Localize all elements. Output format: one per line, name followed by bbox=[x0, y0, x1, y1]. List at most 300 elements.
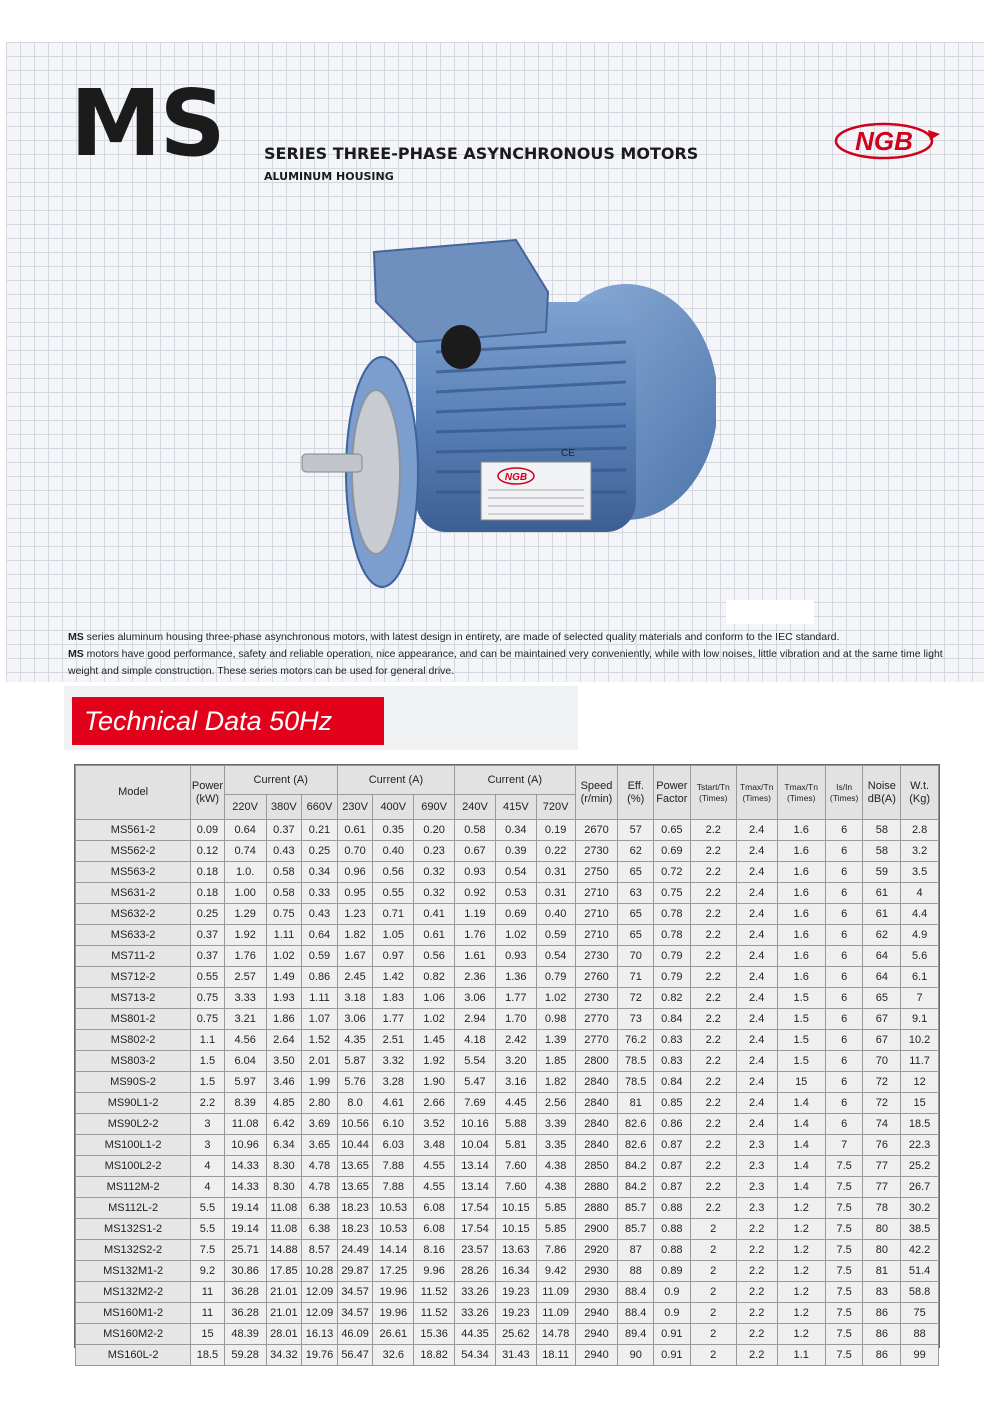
table-cell: 0.96 bbox=[337, 862, 373, 883]
table-cell: 1.76 bbox=[455, 925, 496, 946]
table-cell: 2 bbox=[690, 1219, 736, 1240]
model-cell: MS802-2 bbox=[76, 1030, 191, 1051]
table-cell: 32.6 bbox=[373, 1345, 414, 1366]
table-cell: 6.10 bbox=[373, 1114, 414, 1135]
table-cell: 7.5 bbox=[825, 1282, 863, 1303]
table-cell: 2.3 bbox=[736, 1156, 777, 1177]
table-cell: 10.04 bbox=[455, 1135, 496, 1156]
table-cell: 0.75 bbox=[191, 1009, 225, 1030]
table-cell: 24.49 bbox=[337, 1240, 373, 1261]
table-cell: 2940 bbox=[575, 1324, 618, 1345]
table-cell: 0.75 bbox=[654, 883, 691, 904]
table-cell: 4.55 bbox=[414, 1177, 455, 1198]
table-cell: 0.25 bbox=[191, 904, 225, 925]
header-power-factor: Power Factor bbox=[654, 766, 691, 820]
blank-patch bbox=[726, 600, 814, 624]
table-row bbox=[76, 820, 939, 841]
table-cell: 72 bbox=[618, 988, 654, 1009]
header-voltage: 660V bbox=[302, 795, 338, 820]
table-cell: 2.4 bbox=[736, 1051, 777, 1072]
table-cell: 2.4 bbox=[736, 967, 777, 988]
table-cell: 34.57 bbox=[337, 1282, 373, 1303]
table-cell: 0.88 bbox=[654, 1219, 691, 1240]
model-cell: MS712-2 bbox=[76, 967, 191, 988]
description-para-2 bbox=[68, 646, 948, 680]
table-cell: 0.58 bbox=[266, 862, 302, 883]
table-row bbox=[76, 904, 939, 925]
model-cell: MS90S-2 bbox=[76, 1072, 191, 1093]
desc-lead-1: MS bbox=[68, 631, 84, 643]
ngb-logo-icon bbox=[832, 120, 942, 162]
table-cell: 0.35 bbox=[373, 820, 414, 841]
table-cell: 22.3 bbox=[901, 1135, 939, 1156]
table-cell: 1.90 bbox=[414, 1072, 455, 1093]
table-cell: 2.4 bbox=[736, 988, 777, 1009]
table-cell: 10.16 bbox=[455, 1114, 496, 1135]
description-para-1 bbox=[68, 629, 948, 646]
table-row bbox=[76, 1303, 939, 1324]
table-cell: 58.8 bbox=[901, 1282, 939, 1303]
table-cell: 0.37 bbox=[191, 946, 225, 967]
table-cell: 2.80 bbox=[302, 1093, 338, 1114]
table-cell: 3.06 bbox=[337, 1009, 373, 1030]
table-cell: 2.2 bbox=[736, 1240, 777, 1261]
table-cell: 1.6 bbox=[777, 946, 825, 967]
table-cell: 30.2 bbox=[901, 1198, 939, 1219]
table-cell: 3.48 bbox=[414, 1135, 455, 1156]
ce-mark: CE bbox=[561, 448, 575, 459]
table-cell: 5.76 bbox=[337, 1072, 373, 1093]
header-tmax-1: Tmax/Tn (Times) bbox=[736, 766, 777, 820]
table-cell: 2.51 bbox=[373, 1030, 414, 1051]
table-cell: 58 bbox=[863, 841, 901, 862]
table-cell: 1.6 bbox=[777, 841, 825, 862]
table-cell: 11 bbox=[191, 1303, 225, 1324]
table-cell: 33.26 bbox=[455, 1303, 496, 1324]
table-cell: 30.86 bbox=[224, 1261, 266, 1282]
header-is-in: Is/In (Times) bbox=[825, 766, 863, 820]
table-cell: 10.2 bbox=[901, 1030, 939, 1051]
table-cell: 58 bbox=[863, 820, 901, 841]
description bbox=[68, 629, 948, 680]
table-row bbox=[76, 1072, 939, 1093]
table-cell: 65 bbox=[618, 904, 654, 925]
nameplate-logo: NGB bbox=[504, 472, 528, 483]
table-cell: 5.6 bbox=[901, 946, 939, 967]
model-cell: MS100L2-2 bbox=[76, 1156, 191, 1177]
table-cell: 0.40 bbox=[536, 904, 575, 925]
table-cell: 2940 bbox=[575, 1345, 618, 1366]
table-cell: 7.5 bbox=[825, 1261, 863, 1282]
table-cell: 62 bbox=[618, 841, 654, 862]
header-voltage: 415V bbox=[495, 795, 536, 820]
table-cell: 85.7 bbox=[618, 1198, 654, 1219]
table-row bbox=[76, 883, 939, 904]
table-cell: 1.05 bbox=[373, 925, 414, 946]
table-cell: 88.4 bbox=[618, 1303, 654, 1324]
table-row bbox=[76, 1240, 939, 1261]
table-row bbox=[76, 1282, 939, 1303]
table-cell: 1.36 bbox=[495, 967, 536, 988]
table-cell: 6 bbox=[825, 1051, 863, 1072]
table-cell: 1.2 bbox=[777, 1219, 825, 1240]
table-cell: 1.45 bbox=[414, 1030, 455, 1051]
table-cell: 6 bbox=[825, 841, 863, 862]
table-cell: 2.2 bbox=[690, 967, 736, 988]
table-cell: 0.92 bbox=[455, 883, 496, 904]
table-cell: 1.5 bbox=[777, 1051, 825, 1072]
header-voltage: 240V bbox=[455, 795, 496, 820]
table-cell: 2.4 bbox=[736, 862, 777, 883]
table-row bbox=[76, 967, 939, 988]
model-cell: MS160L-2 bbox=[76, 1345, 191, 1366]
table-cell: 15.36 bbox=[414, 1324, 455, 1345]
table-cell: 11.08 bbox=[266, 1198, 302, 1219]
table-cell: 4 bbox=[191, 1156, 225, 1177]
table-cell: 2850 bbox=[575, 1156, 618, 1177]
table-cell: 2900 bbox=[575, 1219, 618, 1240]
table-cell: 2.4 bbox=[736, 1072, 777, 1093]
model-cell: MS561-2 bbox=[76, 820, 191, 841]
table-cell: 7.5 bbox=[825, 1156, 863, 1177]
table-cell: 2930 bbox=[575, 1261, 618, 1282]
table-row bbox=[76, 1051, 939, 1072]
table-cell: 2.01 bbox=[302, 1051, 338, 1072]
header-eff: Eff. (%) bbox=[618, 766, 654, 820]
model-cell: MS801-2 bbox=[76, 1009, 191, 1030]
motor-photo bbox=[296, 232, 716, 602]
table-cell: 0.20 bbox=[414, 820, 455, 841]
table-cell: 1.2 bbox=[777, 1198, 825, 1219]
table-cell: 0.41 bbox=[414, 904, 455, 925]
table-cell: 6.08 bbox=[414, 1198, 455, 1219]
table-cell: 25.71 bbox=[224, 1240, 266, 1261]
table-cell: 1.29 bbox=[224, 904, 266, 925]
table-cell: 1.92 bbox=[414, 1051, 455, 1072]
table-cell: 72 bbox=[863, 1072, 901, 1093]
table-cell: 99 bbox=[901, 1345, 939, 1366]
table-cell: 6.38 bbox=[302, 1219, 338, 1240]
table-cell: 2.3 bbox=[736, 1177, 777, 1198]
table-cell: 2.2 bbox=[690, 1093, 736, 1114]
table-cell: 2.4 bbox=[736, 1114, 777, 1135]
table-cell: 25.62 bbox=[495, 1324, 536, 1345]
table-cell: 6 bbox=[825, 1072, 863, 1093]
table-cell: 1.1 bbox=[777, 1345, 825, 1366]
table-cell: 7 bbox=[901, 988, 939, 1009]
table-cell: 2.4 bbox=[736, 841, 777, 862]
table-cell: 2730 bbox=[575, 988, 618, 1009]
table-cell: 1.61 bbox=[455, 946, 496, 967]
model-cell: MS90L1-2 bbox=[76, 1093, 191, 1114]
table-cell: 0.72 bbox=[654, 862, 691, 883]
table-cell: 14.88 bbox=[266, 1240, 302, 1261]
table-cell: 7.69 bbox=[455, 1093, 496, 1114]
table-cell: 3.18 bbox=[337, 988, 373, 1009]
table-cell: 0.61 bbox=[337, 820, 373, 841]
table-cell: 1.82 bbox=[536, 1072, 575, 1093]
desc-text-1: series aluminum housing three-phase asynchronous motors, with latest design in entirety, are made of selected quality materials and conform to the IEC standard. bbox=[83, 631, 840, 643]
table-cell: 0.78 bbox=[654, 925, 691, 946]
table-cell: 2.2 bbox=[690, 904, 736, 925]
table-cell: 90 bbox=[618, 1345, 654, 1366]
table-cell: 0.59 bbox=[536, 925, 575, 946]
table-cell: 2730 bbox=[575, 946, 618, 967]
table-cell: 26.61 bbox=[373, 1324, 414, 1345]
table-cell: 2760 bbox=[575, 967, 618, 988]
table-cell: 72 bbox=[863, 1093, 901, 1114]
table-cell: 12 bbox=[901, 1072, 939, 1093]
table-cell: 0.32 bbox=[414, 862, 455, 883]
table-cell: 2.2 bbox=[690, 1198, 736, 1219]
table-cell: 4.45 bbox=[495, 1093, 536, 1114]
header-noise: Noise dB(A) bbox=[863, 766, 901, 820]
table-cell: 2.2 bbox=[736, 1261, 777, 1282]
table-cell: 3.52 bbox=[414, 1114, 455, 1135]
table-cell: 19.14 bbox=[224, 1198, 266, 1219]
table-cell: 19.96 bbox=[373, 1282, 414, 1303]
table-cell: 1.4 bbox=[777, 1156, 825, 1177]
table-cell: 2.2 bbox=[736, 1345, 777, 1366]
table-cell: 0.79 bbox=[536, 967, 575, 988]
table-cell: 0.21 bbox=[302, 820, 338, 841]
table-cell: 0.33 bbox=[302, 883, 338, 904]
table-cell: 11.08 bbox=[266, 1219, 302, 1240]
table-cell: 54.34 bbox=[455, 1345, 496, 1366]
table-cell: 2840 bbox=[575, 1072, 618, 1093]
table-cell: 10.53 bbox=[373, 1198, 414, 1219]
header-speed: Speed (r/min) bbox=[575, 766, 618, 820]
table-cell: 75 bbox=[901, 1303, 939, 1324]
table-cell: 1.5 bbox=[777, 988, 825, 1009]
table-cell: 21.01 bbox=[266, 1282, 302, 1303]
table-cell: 88 bbox=[901, 1324, 939, 1345]
table-cell: 85.7 bbox=[618, 1219, 654, 1240]
table-row bbox=[76, 1093, 939, 1114]
table-cell: 81 bbox=[863, 1261, 901, 1282]
table-cell: 0.55 bbox=[191, 967, 225, 988]
table-cell: 2880 bbox=[575, 1177, 618, 1198]
table-cell: 6 bbox=[825, 925, 863, 946]
table-cell: 13.65 bbox=[337, 1177, 373, 1198]
table-cell: 2.57 bbox=[224, 967, 266, 988]
table-cell: 86 bbox=[863, 1303, 901, 1324]
table-cell: 1.42 bbox=[373, 967, 414, 988]
table-cell: 2.4 bbox=[736, 925, 777, 946]
table-cell: 70 bbox=[618, 946, 654, 967]
table-cell: 2 bbox=[690, 1303, 736, 1324]
table-row bbox=[76, 1345, 939, 1366]
table-cell: 29.87 bbox=[337, 1261, 373, 1282]
table-cell: 7 bbox=[825, 1135, 863, 1156]
table-cell: 2.64 bbox=[266, 1030, 302, 1051]
table-cell: 1.2 bbox=[777, 1240, 825, 1261]
table-cell: 0.95 bbox=[337, 883, 373, 904]
table-cell: 2 bbox=[690, 1345, 736, 1366]
table-cell: 88 bbox=[618, 1261, 654, 1282]
table-cell: 11.09 bbox=[536, 1303, 575, 1324]
table-cell: 6 bbox=[825, 967, 863, 988]
table-cell: 78.5 bbox=[618, 1072, 654, 1093]
model-cell: MS633-2 bbox=[76, 925, 191, 946]
table-cell: 33.26 bbox=[455, 1282, 496, 1303]
table-cell: 73 bbox=[618, 1009, 654, 1030]
table-cell: 1.86 bbox=[266, 1009, 302, 1030]
table-cell: 17.25 bbox=[373, 1261, 414, 1282]
table-cell: 65 bbox=[618, 925, 654, 946]
table-cell: 14.14 bbox=[373, 1240, 414, 1261]
table-cell: 3.39 bbox=[536, 1114, 575, 1135]
table-cell: 2.3 bbox=[736, 1198, 777, 1219]
table-cell: 0.67 bbox=[455, 841, 496, 862]
table-cell: 2.2 bbox=[736, 1282, 777, 1303]
table-cell: 1.19 bbox=[455, 904, 496, 925]
table-cell: 6.1 bbox=[901, 967, 939, 988]
table-cell: 2.2 bbox=[736, 1219, 777, 1240]
table-cell: 2.2 bbox=[690, 988, 736, 1009]
table-cell: 2.8 bbox=[901, 820, 939, 841]
table-cell: 4.55 bbox=[414, 1156, 455, 1177]
table-cell: 5.54 bbox=[455, 1051, 496, 1072]
table-cell: 59.28 bbox=[224, 1345, 266, 1366]
table-cell: 1.6 bbox=[777, 967, 825, 988]
table-cell: 2730 bbox=[575, 841, 618, 862]
table-cell: 10.44 bbox=[337, 1135, 373, 1156]
header-power: Power (kW) bbox=[191, 766, 225, 820]
table-cell: 1.70 bbox=[495, 1009, 536, 1030]
table-cell: 65 bbox=[618, 862, 654, 883]
table-cell: 13.65 bbox=[337, 1156, 373, 1177]
table-cell: 1.23 bbox=[337, 904, 373, 925]
model-cell: MS160M2-2 bbox=[76, 1324, 191, 1345]
table-cell: 7.5 bbox=[825, 1219, 863, 1240]
table-cell: 8.57 bbox=[302, 1240, 338, 1261]
table-cell: 2.4 bbox=[736, 946, 777, 967]
table-cell: 2.4 bbox=[736, 820, 777, 841]
table-cell: 7.88 bbox=[373, 1177, 414, 1198]
table-cell: 2.2 bbox=[690, 1177, 736, 1198]
table-cell: 0.75 bbox=[191, 988, 225, 1009]
table-cell: 1.6 bbox=[777, 820, 825, 841]
table-cell: 5.5 bbox=[191, 1198, 225, 1219]
table-cell: 3.06 bbox=[455, 988, 496, 1009]
table-row bbox=[76, 862, 939, 883]
table-cell: 0.74 bbox=[224, 841, 266, 862]
table-cell: 0.71 bbox=[373, 904, 414, 925]
table-cell: 0.39 bbox=[495, 841, 536, 862]
table-cell: 0.19 bbox=[536, 820, 575, 841]
table-cell: 2 bbox=[690, 1240, 736, 1261]
header-current-1: Current (A) bbox=[224, 766, 337, 795]
table-cell: 2.2 bbox=[690, 1114, 736, 1135]
header-voltage: 400V bbox=[373, 795, 414, 820]
table-cell: 2670 bbox=[575, 820, 618, 841]
header-tstart: Tstart/Tn (Times) bbox=[690, 766, 736, 820]
table-cell: 5.85 bbox=[536, 1198, 575, 1219]
table-cell: 14.78 bbox=[536, 1324, 575, 1345]
table-cell: 4.4 bbox=[901, 904, 939, 925]
table-cell: 7.5 bbox=[825, 1345, 863, 1366]
table-cell: 70 bbox=[863, 1051, 901, 1072]
table-cell: 36.28 bbox=[224, 1282, 266, 1303]
table-cell: 3.65 bbox=[302, 1135, 338, 1156]
table-cell: 18.82 bbox=[414, 1345, 455, 1366]
table-cell: 0.9 bbox=[654, 1282, 691, 1303]
table-cell: 0.22 bbox=[536, 841, 575, 862]
table-cell: 2840 bbox=[575, 1093, 618, 1114]
model-cell: MS631-2 bbox=[76, 883, 191, 904]
table-cell: 2.42 bbox=[495, 1030, 536, 1051]
table-cell: 7.5 bbox=[191, 1240, 225, 1261]
table-cell: 1.02 bbox=[414, 1009, 455, 1030]
table-cell: 46.09 bbox=[337, 1324, 373, 1345]
table-cell: 0.91 bbox=[654, 1324, 691, 1345]
table-cell: 2880 bbox=[575, 1198, 618, 1219]
table-cell: 6.08 bbox=[414, 1219, 455, 1240]
table-cell: 2.56 bbox=[536, 1093, 575, 1114]
table-cell: 1.6 bbox=[777, 904, 825, 925]
table-cell: 81 bbox=[618, 1093, 654, 1114]
table-cell: 15 bbox=[777, 1072, 825, 1093]
table-cell: 0.61 bbox=[414, 925, 455, 946]
table-cell: 0.18 bbox=[191, 862, 225, 883]
table-cell: 2770 bbox=[575, 1009, 618, 1030]
table-cell: 2.4 bbox=[736, 1030, 777, 1051]
table-cell: 10.96 bbox=[224, 1135, 266, 1156]
table-cell: 0.82 bbox=[654, 988, 691, 1009]
table-cell: 0.58 bbox=[266, 883, 302, 904]
model-cell: MS713-2 bbox=[76, 988, 191, 1009]
table-cell: 1.2 bbox=[777, 1261, 825, 1282]
table-cell: 6 bbox=[825, 1009, 863, 1030]
table-cell: 89.4 bbox=[618, 1324, 654, 1345]
table-cell: 2.3 bbox=[736, 1135, 777, 1156]
table-cell: 0.55 bbox=[373, 883, 414, 904]
table-cell: 3 bbox=[191, 1114, 225, 1135]
table-cell: 3.21 bbox=[224, 1009, 266, 1030]
table-cell: 2.2 bbox=[690, 841, 736, 862]
table-cell: 0.93 bbox=[495, 946, 536, 967]
table-cell: 5.87 bbox=[337, 1051, 373, 1072]
model-cell: MS160M1-2 bbox=[76, 1303, 191, 1324]
table-cell: 0.56 bbox=[373, 862, 414, 883]
table-cell: 1.2 bbox=[777, 1282, 825, 1303]
table-cell: 0.54 bbox=[495, 862, 536, 883]
table-cell: 0.43 bbox=[302, 904, 338, 925]
table-cell: 0.85 bbox=[654, 1093, 691, 1114]
header-current-2: Current (A) bbox=[337, 766, 454, 795]
table-row bbox=[76, 1156, 939, 1177]
table-cell: 2.66 bbox=[414, 1093, 455, 1114]
table-cell: 6 bbox=[825, 883, 863, 904]
table-cell: 4.9 bbox=[901, 925, 939, 946]
table-cell: 64 bbox=[863, 967, 901, 988]
table-cell: 1.2 bbox=[777, 1303, 825, 1324]
table-cell: 0.34 bbox=[302, 862, 338, 883]
table-cell: 15 bbox=[191, 1324, 225, 1345]
table-cell: 0.86 bbox=[302, 967, 338, 988]
table-cell: 2930 bbox=[575, 1282, 618, 1303]
table-cell: 2.2 bbox=[690, 1030, 736, 1051]
table-cell: 0.58 bbox=[455, 820, 496, 841]
model-cell: MS132S1-2 bbox=[76, 1219, 191, 1240]
table-cell: 4.56 bbox=[224, 1030, 266, 1051]
table-cell: 17.85 bbox=[266, 1261, 302, 1282]
table-row bbox=[76, 1114, 939, 1135]
section-title: Technical Data 50Hz bbox=[72, 697, 384, 745]
table-cell: 3.69 bbox=[302, 1114, 338, 1135]
table-cell: 6.34 bbox=[266, 1135, 302, 1156]
